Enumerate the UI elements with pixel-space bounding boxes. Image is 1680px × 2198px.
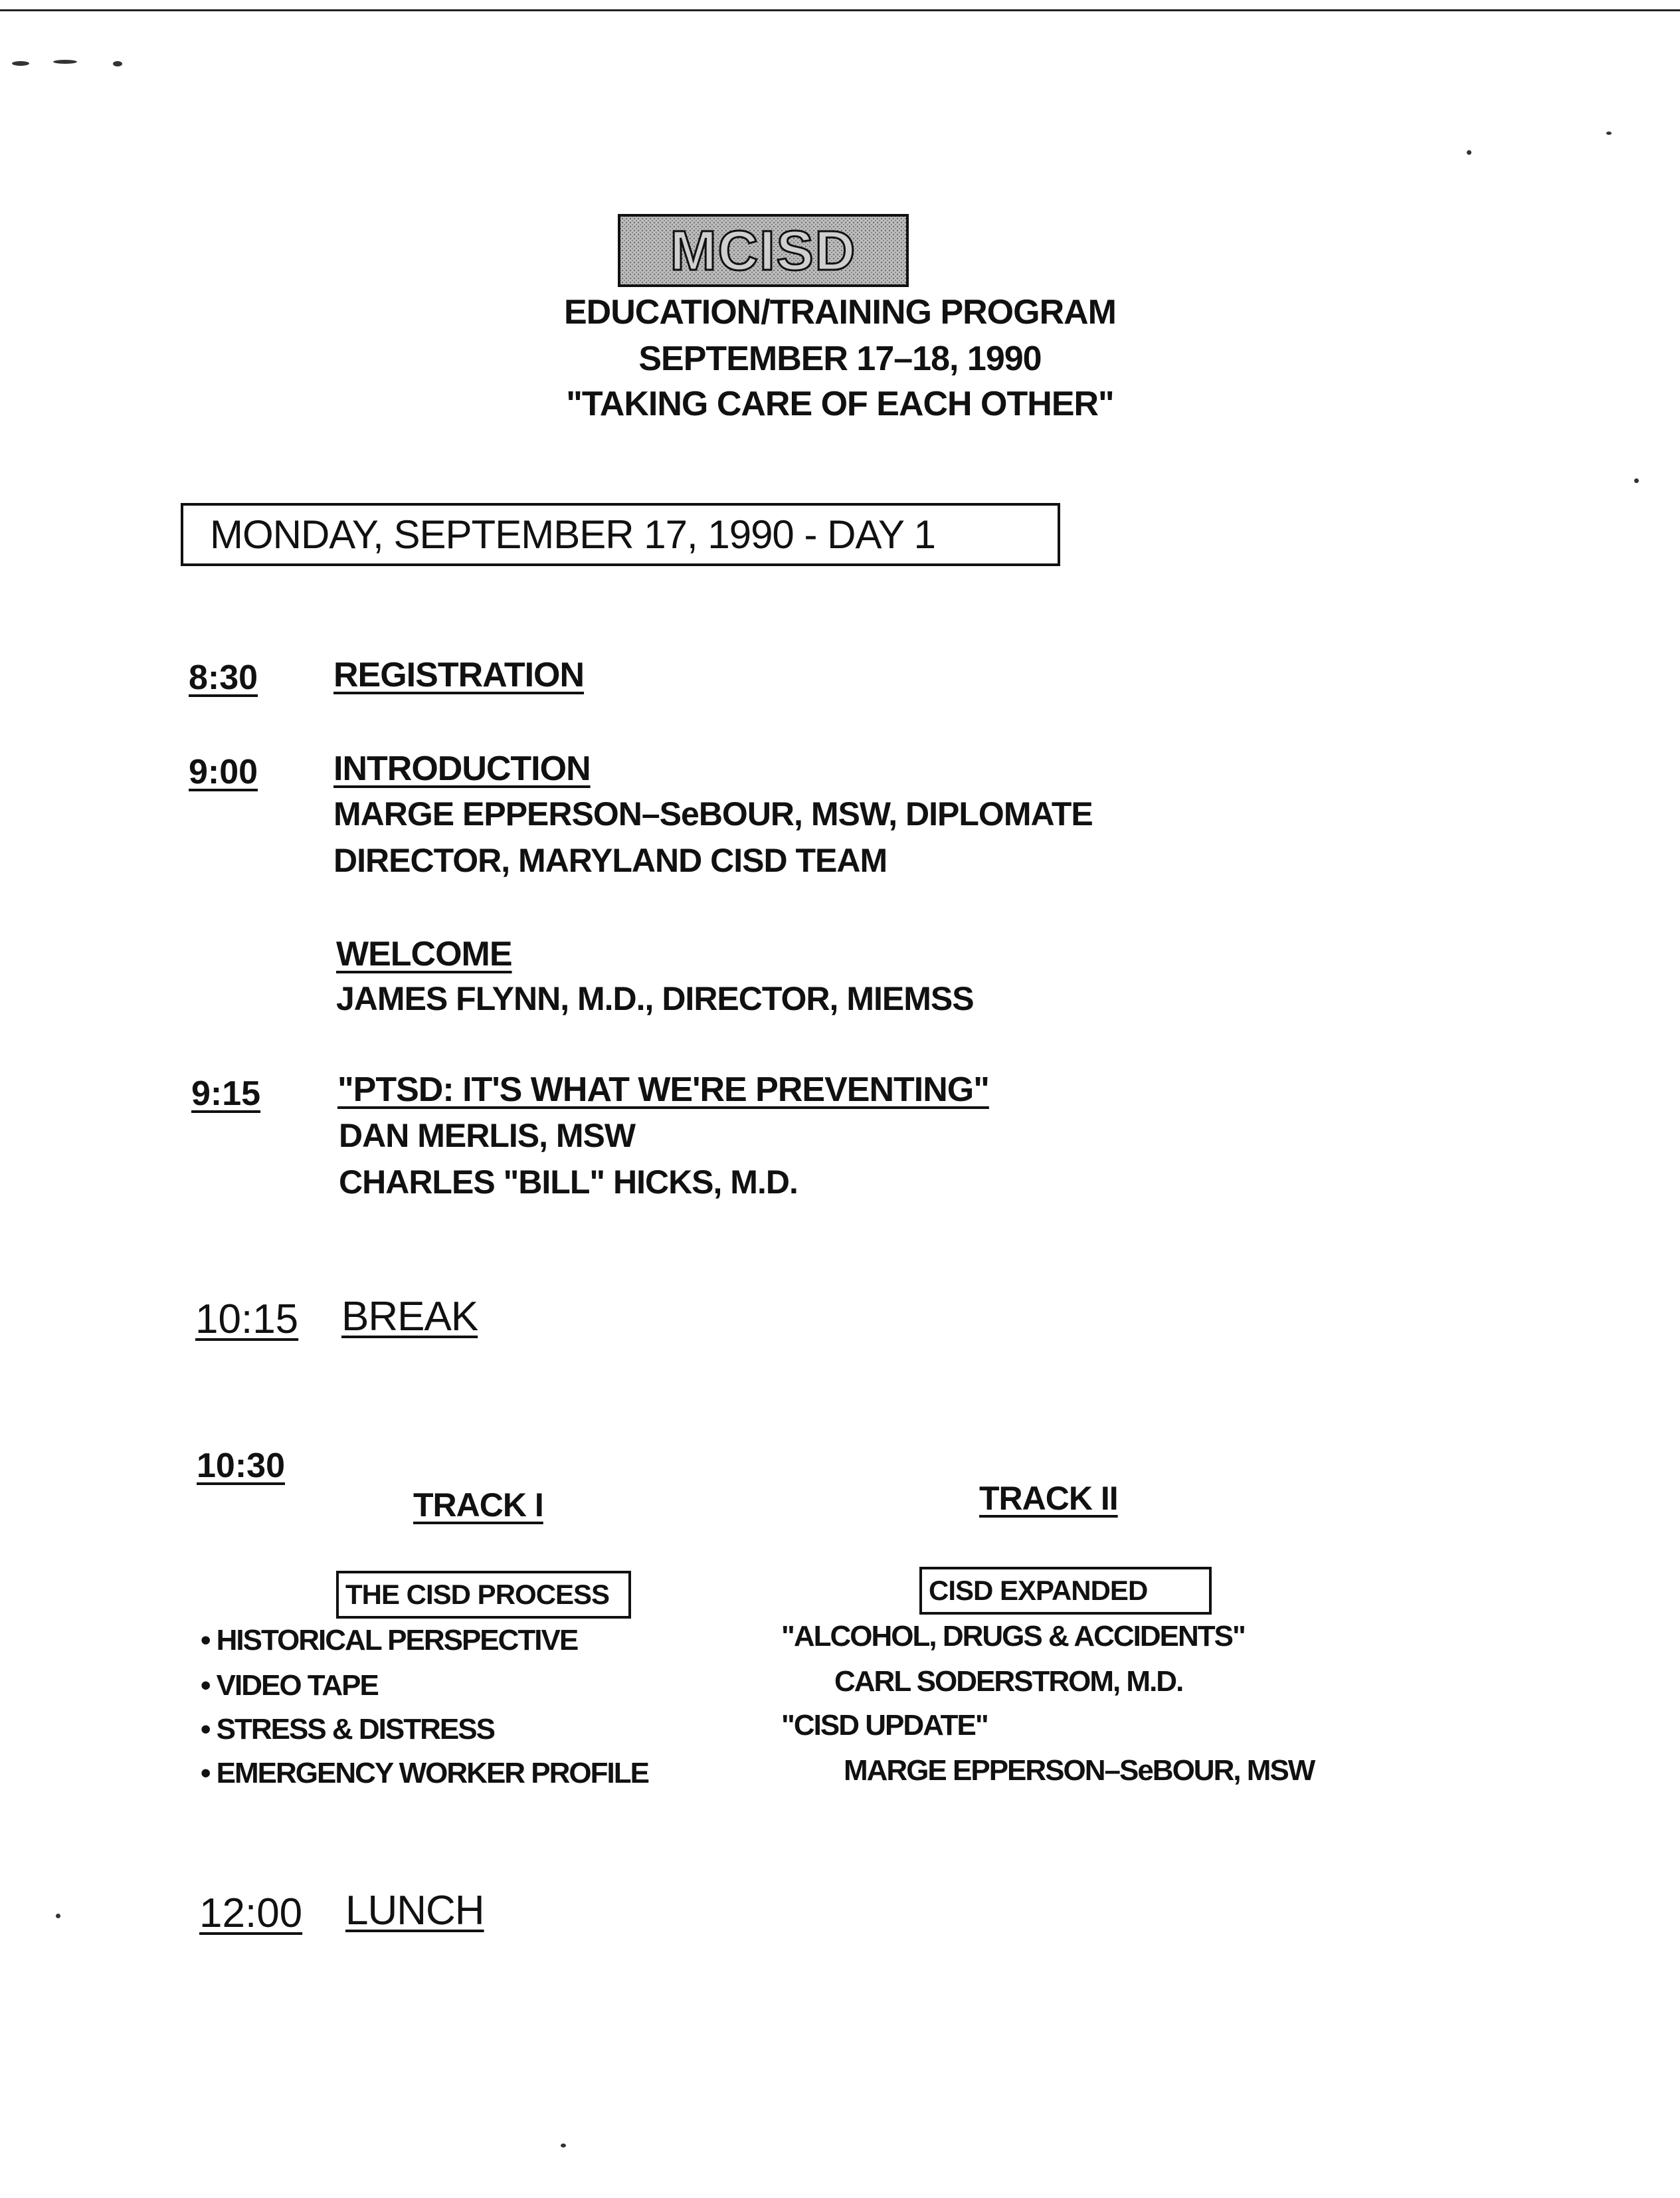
session-break: BREAK — [341, 1294, 478, 1340]
time-8-30: 8:30 — [189, 658, 258, 697]
introduction-speaker-title: DIRECTOR, MARYLAND CISD TEAM — [333, 842, 887, 879]
logo-text: MCISD — [670, 219, 857, 282]
program-dates: SEPTEMBER 17–18, 1990 — [638, 340, 1042, 378]
scan-speck — [53, 60, 77, 64]
track-1-item: • EMERGENCY WORKER PROFILE — [201, 1757, 648, 1789]
track-1-box — [336, 1571, 631, 1619]
track-1-item: • VIDEO TAPE — [201, 1669, 378, 1702]
scan-speck — [1467, 150, 1471, 155]
introduction-speaker: MARGE EPPERSON–SeBOUR, MSW, DIPLOMATE — [333, 795, 1093, 833]
track-1-topic: THE CISD PROCESS — [345, 1579, 610, 1610]
day-heading-box — [181, 503, 1060, 566]
scan-speck — [113, 61, 122, 66]
track-1-heading: TRACK I — [413, 1486, 543, 1524]
ptsd-speaker-1: DAN MERLIS, MSW — [339, 1117, 636, 1154]
scan-speck — [561, 2144, 566, 2148]
program-theme: "TAKING CARE OF EACH OTHER" — [566, 385, 1114, 423]
track-2-session: "ALCOHOL, DRUGS & ACCIDENTS" — [781, 1620, 1245, 1652]
session-introduction: INTRODUCTION — [333, 749, 591, 788]
track-1-item: • STRESS & DISTRESS — [201, 1713, 494, 1746]
session-lunch: LUNCH — [345, 1888, 484, 1934]
scan-speck — [1634, 478, 1639, 483]
welcome-speaker: JAMES FLYNN, M.D., DIRECTOR, MIEMSS — [336, 980, 974, 1017]
session-registration: REGISTRATION — [333, 656, 585, 694]
time-9-00: 9:00 — [189, 753, 258, 791]
track-2-box — [919, 1567, 1212, 1615]
mcisd-logo — [618, 214, 909, 287]
scan-top-border — [0, 9, 1680, 11]
program-title: EDUCATION/TRAINING PROGRAM — [563, 293, 1116, 332]
day-heading: MONDAY, SEPTEMBER 17, 1990 - DAY 1 — [210, 512, 935, 557]
session-welcome: WELCOME — [336, 935, 512, 973]
time-10-30: 10:30 — [197, 1447, 285, 1485]
ptsd-speaker-2: CHARLES "BILL" HICKS, M.D. — [339, 1163, 798, 1201]
track-2-topic: CISD EXPANDED — [929, 1575, 1148, 1606]
track-2-session: "CISD UPDATE" — [781, 1709, 988, 1742]
scan-speck — [1606, 132, 1612, 135]
time-12-00: 12:00 — [199, 1890, 303, 1936]
track-1-item: • HISTORICAL PERSPECTIVE — [201, 1624, 578, 1656]
time-9-15: 9:15 — [191, 1074, 261, 1113]
track-2-speaker: CARL SODERSTROM, M.D. — [834, 1665, 1183, 1698]
time-10-15: 10:15 — [195, 1296, 299, 1342]
track-2-heading: TRACK II — [979, 1480, 1118, 1517]
scan-speck — [56, 1914, 60, 1918]
scan-speck — [12, 61, 29, 66]
track-2-speaker: MARGE EPPERSON–SeBOUR, MSW — [844, 1754, 1315, 1787]
session-ptsd: "PTSD: IT'S WHAT WE'RE PREVENTING" — [337, 1070, 989, 1109]
